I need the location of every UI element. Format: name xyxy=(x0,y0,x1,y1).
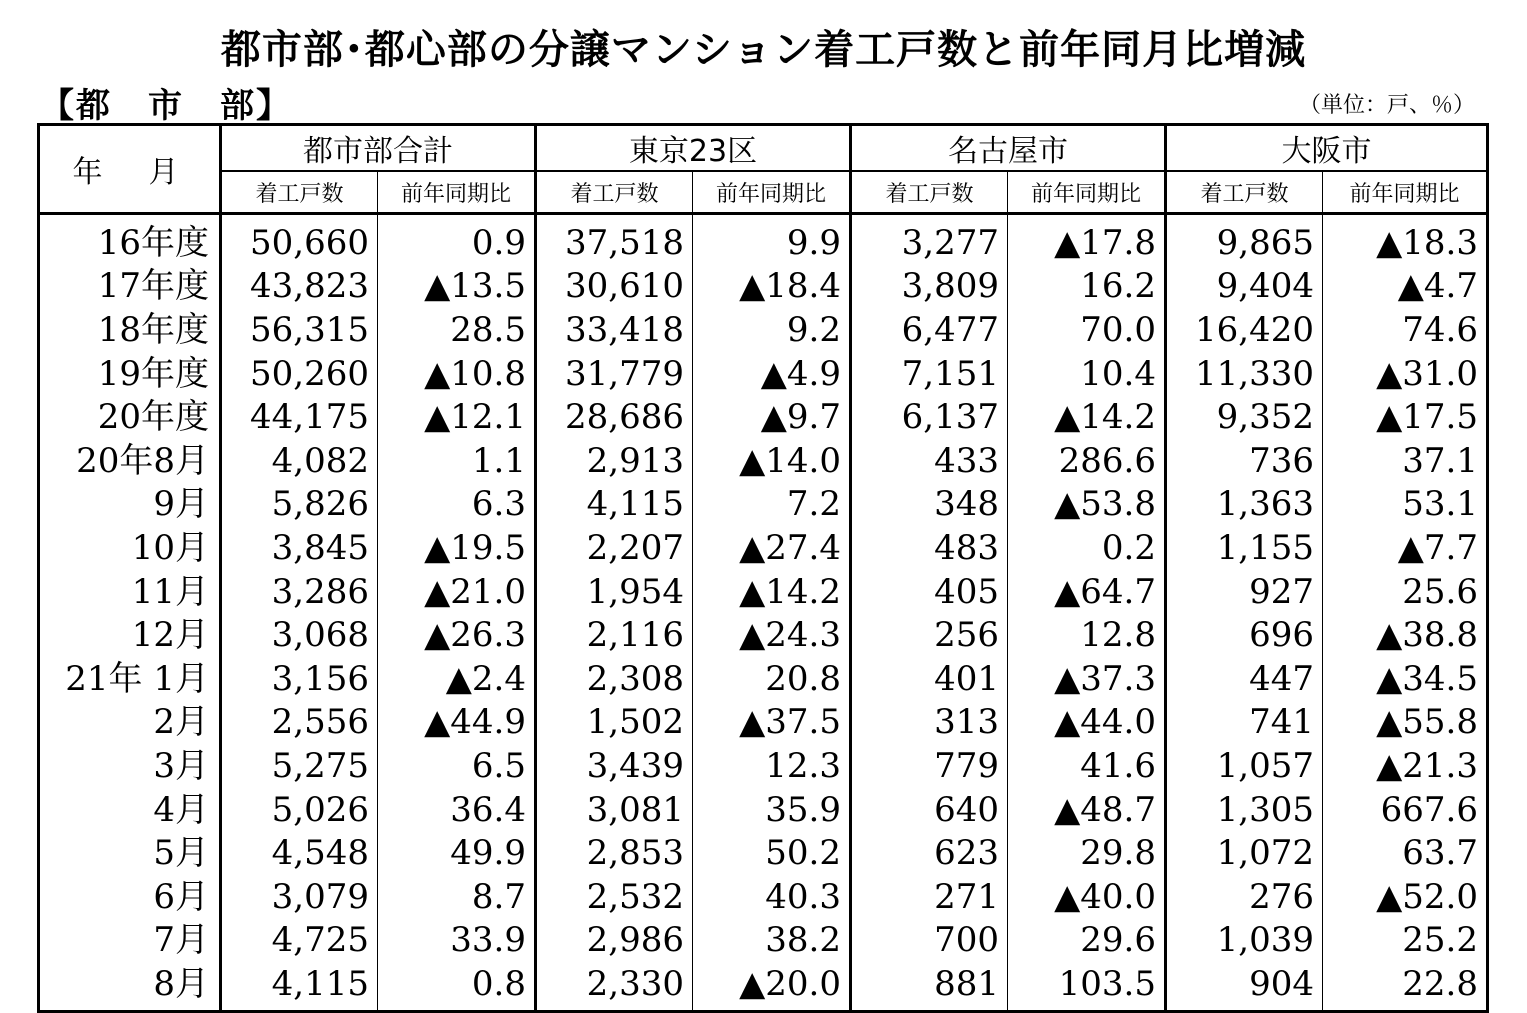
starts-cell: 56,315 xyxy=(221,308,378,352)
starts-cell: 447 xyxy=(1166,657,1323,701)
row-label: 9月 xyxy=(153,484,209,525)
group-header-urban-total: 都市部合計 xyxy=(221,125,536,172)
yoy-cell: 9.2 xyxy=(693,308,851,352)
yoy-cell: 36.4 xyxy=(378,788,536,832)
table-row xyxy=(39,395,1488,439)
yoy-cell: 33.9 xyxy=(378,919,536,963)
starts-cell: 1,057 xyxy=(1166,744,1323,788)
row-label: 3月 xyxy=(153,745,209,786)
yoy-cell: ▲17.8 xyxy=(1008,214,1166,265)
starts-cell: 9,404 xyxy=(1166,265,1323,309)
row-label: 20年度 xyxy=(97,397,209,438)
starts-cell: 3,809 xyxy=(851,265,1008,309)
starts-cell: 1,072 xyxy=(1166,831,1323,875)
yoy-cell: ▲34.5 xyxy=(1323,657,1488,701)
starts-cell: 2,913 xyxy=(536,439,693,483)
table-row xyxy=(39,570,1488,614)
yoy-cell: 6.3 xyxy=(378,483,536,527)
yoy-cell: ▲53.8 xyxy=(1008,483,1166,527)
yoy-cell: 12.3 xyxy=(693,744,851,788)
starts-cell: 30,610 xyxy=(536,265,693,309)
starts-cell: 2,330 xyxy=(536,962,693,1011)
starts-cell: 3,845 xyxy=(221,526,378,570)
row-label: 18年度 xyxy=(97,309,209,350)
yoy-cell: ▲10.8 xyxy=(378,352,536,396)
yoy-cell: ▲20.0 xyxy=(693,962,851,1011)
starts-cell: 927 xyxy=(1166,570,1323,614)
table-row xyxy=(39,657,1488,701)
yoy-cell: 286.6 xyxy=(1008,439,1166,483)
yoy-cell: ▲48.7 xyxy=(1008,788,1166,832)
yoy-cell: ▲9.7 xyxy=(693,395,851,439)
row-label: 16年度 xyxy=(97,222,209,263)
group-header-tokyo: 東京23区 xyxy=(536,125,851,172)
yoy-cell: 7.2 xyxy=(693,483,851,527)
table-row xyxy=(39,613,1488,657)
starts-cell: 31,779 xyxy=(536,352,693,396)
yoy-cell: 22.8 xyxy=(1323,962,1488,1011)
table-row xyxy=(39,701,1488,745)
yoy-cell: 70.0 xyxy=(1008,308,1166,352)
yoy-cell: ▲13.5 xyxy=(378,265,536,309)
starts-cell: 881 xyxy=(851,962,1008,1011)
table-row xyxy=(39,788,1488,832)
starts-cell: 2,116 xyxy=(536,613,693,657)
table-row xyxy=(39,744,1488,788)
row-label: 19年度 xyxy=(97,353,209,394)
starts-cell: 904 xyxy=(1166,962,1323,1011)
starts-cell: 1,954 xyxy=(536,570,693,614)
yoy-cell: ▲24.3 xyxy=(693,613,851,657)
starts-cell: 2,986 xyxy=(536,919,693,963)
starts-cell: 11,330 xyxy=(1166,352,1323,396)
starts-cell: 2,207 xyxy=(536,526,693,570)
starts-cell: 4,548 xyxy=(221,831,378,875)
row-label: 5月 xyxy=(153,833,209,874)
starts-cell: 5,826 xyxy=(221,483,378,527)
starts-cell: 3,079 xyxy=(221,875,378,919)
yoy-cell: 0.8 xyxy=(378,962,536,1011)
yoy-cell: ▲40.0 xyxy=(1008,875,1166,919)
yoy-cell: 74.6 xyxy=(1323,308,1488,352)
starts-cell: 401 xyxy=(851,657,1008,701)
starts-cell: 3,068 xyxy=(221,613,378,657)
starts-cell: 5,275 xyxy=(221,744,378,788)
starts-cell: 741 xyxy=(1166,701,1323,745)
row-label: 8月 xyxy=(153,963,209,1004)
starts-cell: 256 xyxy=(851,613,1008,657)
yoy-cell: ▲44.9 xyxy=(378,701,536,745)
yoy-cell: ▲2.4 xyxy=(378,657,536,701)
starts-cell: 4,115 xyxy=(221,962,378,1011)
starts-cell: 276 xyxy=(1166,875,1323,919)
starts-cell: 779 xyxy=(851,744,1008,788)
yoy-cell: 29.8 xyxy=(1008,831,1166,875)
starts-cell: 9,865 xyxy=(1166,214,1323,265)
starts-cell: 33,418 xyxy=(536,308,693,352)
yoy-cell: ▲18.3 xyxy=(1323,214,1488,265)
sub-header-yoy: 前年同期比 xyxy=(693,171,851,214)
table-body xyxy=(39,214,1488,1012)
starts-cell: 28,686 xyxy=(536,395,693,439)
starts-cell: 348 xyxy=(851,483,1008,527)
starts-cell: 696 xyxy=(1166,613,1323,657)
table-row xyxy=(39,439,1488,483)
starts-cell: 3,286 xyxy=(221,570,378,614)
starts-cell: 736 xyxy=(1166,439,1323,483)
yoy-cell: 50.2 xyxy=(693,831,851,875)
starts-cell: 405 xyxy=(851,570,1008,614)
yoy-cell: 6.5 xyxy=(378,744,536,788)
year-month-header: 年 月 xyxy=(39,125,221,214)
yoy-cell: 103.5 xyxy=(1008,962,1166,1011)
row-label: 10月 xyxy=(131,527,209,568)
yoy-cell: ▲17.5 xyxy=(1323,395,1488,439)
table-row xyxy=(39,875,1488,919)
row-label: 6月 xyxy=(153,876,209,917)
starts-cell: 43,823 xyxy=(221,265,378,309)
yoy-cell: ▲14.2 xyxy=(693,570,851,614)
starts-cell: 1,155 xyxy=(1166,526,1323,570)
yoy-cell: ▲38.8 xyxy=(1323,613,1488,657)
yoy-cell: ▲31.0 xyxy=(1323,352,1488,396)
starts-cell: 16,420 xyxy=(1166,308,1323,352)
starts-cell: 700 xyxy=(851,919,1008,963)
sub-header-starts: 着工戸数 xyxy=(221,171,378,214)
table-row xyxy=(39,919,1488,963)
yoy-cell: 49.9 xyxy=(378,831,536,875)
row-label: 11月 xyxy=(131,571,209,612)
row-label: 7月 xyxy=(153,920,209,961)
yoy-cell: ▲37.5 xyxy=(693,701,851,745)
yoy-cell: 63.7 xyxy=(1323,831,1488,875)
sub-header-starts: 着工戸数 xyxy=(536,171,693,214)
starts-cell: 483 xyxy=(851,526,1008,570)
yoy-cell: ▲64.7 xyxy=(1008,570,1166,614)
yoy-cell: 10.4 xyxy=(1008,352,1166,396)
starts-cell: 2,556 xyxy=(221,701,378,745)
yoy-cell: ▲21.3 xyxy=(1323,744,1488,788)
starts-cell: 2,308 xyxy=(536,657,693,701)
starts-cell: 4,725 xyxy=(221,919,378,963)
yoy-cell: 25.6 xyxy=(1323,570,1488,614)
starts-cell: 9,352 xyxy=(1166,395,1323,439)
starts-cell: 50,260 xyxy=(221,352,378,396)
yoy-cell: 28.5 xyxy=(378,308,536,352)
sub-header-yoy: 前年同期比 xyxy=(1008,171,1166,214)
yoy-cell: ▲55.8 xyxy=(1323,701,1488,745)
starts-cell: 1,363 xyxy=(1166,483,1323,527)
yoy-cell: ▲27.4 xyxy=(693,526,851,570)
page-title: 都市部･都心部の分譲マンション着工戸数と前年同月比増減 xyxy=(220,27,1307,73)
starts-cell: 37,518 xyxy=(536,214,693,265)
yoy-cell: 35.9 xyxy=(693,788,851,832)
yoy-cell: ▲4.7 xyxy=(1323,265,1488,309)
row-label: 17年度 xyxy=(97,266,209,307)
row-label: 2月 xyxy=(153,702,209,743)
starts-cell: 623 xyxy=(851,831,1008,875)
yoy-cell: 37.1 xyxy=(1323,439,1488,483)
starts-cell: 4,082 xyxy=(221,439,378,483)
yoy-cell: ▲19.5 xyxy=(378,526,536,570)
yoy-cell: ▲14.0 xyxy=(693,439,851,483)
yoy-cell: 0.2 xyxy=(1008,526,1166,570)
yoy-cell: 8.7 xyxy=(378,875,536,919)
yoy-cell: ▲18.4 xyxy=(693,265,851,309)
yoy-cell: 53.1 xyxy=(1323,483,1488,527)
yoy-cell: 1.1 xyxy=(378,439,536,483)
starts-cell: 5,026 xyxy=(221,788,378,832)
starts-cell: 7,151 xyxy=(851,352,1008,396)
starts-cell: 3,277 xyxy=(851,214,1008,265)
yoy-cell: ▲12.1 xyxy=(378,395,536,439)
starts-cell: 271 xyxy=(851,875,1008,919)
table-row xyxy=(39,308,1488,352)
section-label: 【都 市 部】 xyxy=(40,86,292,126)
starts-cell: 2,853 xyxy=(536,831,693,875)
row-label: 12月 xyxy=(131,615,209,656)
table-row xyxy=(39,352,1488,396)
yoy-cell: 40.3 xyxy=(693,875,851,919)
yoy-cell: 29.6 xyxy=(1008,919,1166,963)
yoy-cell: ▲21.0 xyxy=(378,570,536,614)
sub-header-yoy: 前年同期比 xyxy=(1323,171,1488,214)
starts-cell: 313 xyxy=(851,701,1008,745)
yoy-cell: ▲14.2 xyxy=(1008,395,1166,439)
yoy-cell: 667.6 xyxy=(1323,788,1488,832)
sub-header-starts: 着工戸数 xyxy=(1166,171,1323,214)
yoy-cell: ▲7.7 xyxy=(1323,526,1488,570)
group-header-osaka: 大阪市 xyxy=(1166,125,1488,172)
row-label: 21年 1月 xyxy=(65,658,209,699)
starts-cell: 4,115 xyxy=(536,483,693,527)
row-label: 20年8月 xyxy=(76,440,209,481)
starts-cell: 640 xyxy=(851,788,1008,832)
sub-header-yoy: 前年同期比 xyxy=(378,171,536,214)
starts-cell: 3,156 xyxy=(221,657,378,701)
yoy-cell: ▲4.9 xyxy=(693,352,851,396)
starts-cell: 6,477 xyxy=(851,308,1008,352)
starts-cell: 1,502 xyxy=(536,701,693,745)
starts-cell: 1,039 xyxy=(1166,919,1323,963)
yoy-cell: 41.6 xyxy=(1008,744,1166,788)
sub-header-starts: 着工戸数 xyxy=(851,171,1008,214)
starts-cell: 3,081 xyxy=(536,788,693,832)
starts-cell: 1,305 xyxy=(1166,788,1323,832)
yoy-cell: ▲26.3 xyxy=(378,613,536,657)
table-row xyxy=(39,214,1488,265)
yoy-cell: 25.2 xyxy=(1323,919,1488,963)
table-row xyxy=(39,831,1488,875)
yoy-cell: 9.9 xyxy=(693,214,851,265)
yoy-cell: 16.2 xyxy=(1008,265,1166,309)
yoy-cell: ▲44.0 xyxy=(1008,701,1166,745)
yoy-cell: 0.9 xyxy=(378,214,536,265)
starts-cell: 2,532 xyxy=(536,875,693,919)
group-header-nagoya: 名古屋市 xyxy=(851,125,1166,172)
yoy-cell: ▲52.0 xyxy=(1323,875,1488,919)
yoy-cell: ▲37.3 xyxy=(1008,657,1166,701)
row-label: 4月 xyxy=(153,789,209,830)
starts-cell: 433 xyxy=(851,439,1008,483)
data-table xyxy=(37,123,1489,1013)
yoy-cell: 20.8 xyxy=(693,657,851,701)
starts-cell: 3,439 xyxy=(536,744,693,788)
unit-note: （単位：戸、％） xyxy=(1298,93,1475,118)
table-row xyxy=(39,265,1488,309)
starts-cell: 50,660 xyxy=(221,214,378,265)
table-row xyxy=(39,962,1488,1011)
starts-cell: 6,137 xyxy=(851,395,1008,439)
starts-cell: 44,175 xyxy=(221,395,378,439)
table-row xyxy=(39,483,1488,527)
table-row xyxy=(39,526,1488,570)
yoy-cell: 12.8 xyxy=(1008,613,1166,657)
yoy-cell: 38.2 xyxy=(693,919,851,963)
